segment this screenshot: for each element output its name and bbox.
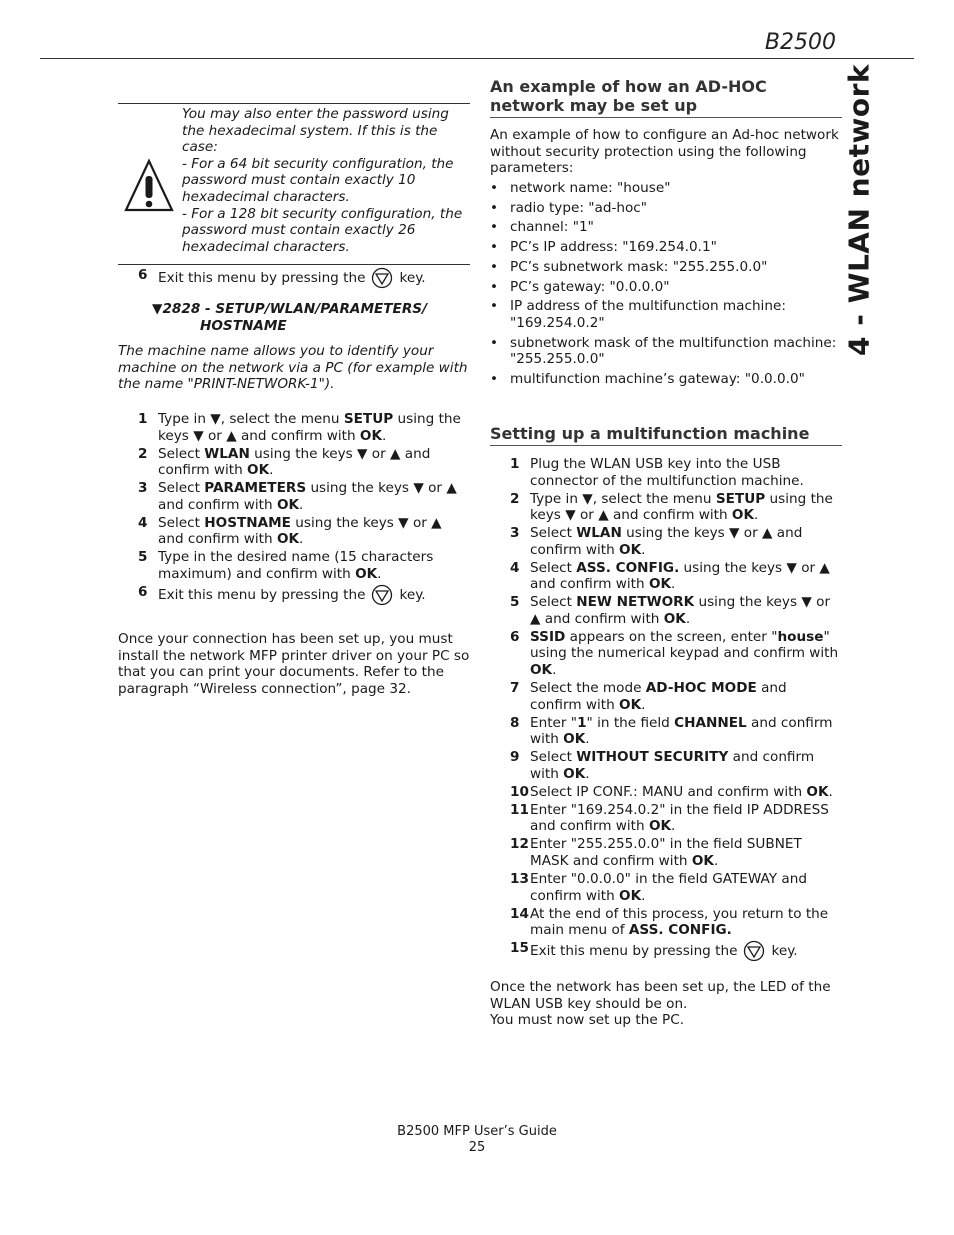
stop-key-icon xyxy=(371,267,393,289)
step-item xyxy=(510,456,842,489)
exit-step-top xyxy=(118,267,470,290)
step-text: Select WLAN using the keys ▼ or ▲ and confirm with OK. xyxy=(530,525,803,558)
parameter-bullet: • subnetwork mask of the multifunction machine: "255.255.0.0" xyxy=(490,335,842,368)
section-heading: Setting up a multifunction machine xyxy=(490,424,842,446)
model-name: B2500 xyxy=(764,30,836,55)
parameter-bullet: • PC’s IP address: "169.254.0.1" xyxy=(490,239,842,256)
step-item xyxy=(510,906,842,939)
step-text: Select HOSTNAME using the keys ▼ or ▲ and confirm with OK. xyxy=(158,514,442,548)
step-number: 7 xyxy=(510,680,520,697)
step-text: Exit this menu by pressing the xyxy=(158,586,366,603)
section-setup xyxy=(490,424,842,1029)
step-text: Select the mode AD-HOC MODE and confirm with OK. xyxy=(530,680,787,713)
step-text: key. xyxy=(771,943,798,960)
warning-line: You may also enter the password using the hexadecimal system. If this is the case: xyxy=(182,106,449,156)
step-text: Enter "0.0.0.0" in the field GATEWAY and confirm with OK. xyxy=(530,870,807,904)
step-item xyxy=(138,515,470,548)
step-text: At the end of this process, you return to the main menu of ASS. CONFIG. xyxy=(530,905,829,939)
parameter-bullet: • radio type: "ad-hoc" xyxy=(490,200,842,217)
step-text: Select WITHOUT SECURITY and confirm with OK. xyxy=(530,749,815,782)
step-number: 1 xyxy=(138,411,148,427)
step-number: 10 xyxy=(510,783,529,800)
closing-line: You must now set up the PC. xyxy=(490,1012,685,1029)
warning-triangle-icon xyxy=(124,158,174,214)
chapter-side-title xyxy=(836,63,884,357)
step-item xyxy=(510,749,842,782)
step-number: 14 xyxy=(510,905,529,922)
parameter-bullet: • network name: "house" xyxy=(490,180,842,197)
step-text: Select NEW NETWORK using the keys ▼ or ▲ and confirm with OK. xyxy=(530,594,831,627)
parameter-bullet: • multifunction machine’s gateway: "0.0.0.0" xyxy=(490,371,842,388)
menu-path xyxy=(152,301,470,334)
step-text: Exit this menu by pressing the xyxy=(158,270,366,286)
step-number: 2 xyxy=(510,490,520,507)
parameter-bullet: • PC’s gateway: "0.0.0.0" xyxy=(490,279,842,296)
step-item xyxy=(510,680,842,713)
step-item xyxy=(138,411,470,444)
step-number: 1 xyxy=(510,456,520,472)
step-number: 4 xyxy=(510,559,520,576)
step-text: Type in ▼, select the menu SETUP using the keys ▼ or ▲ and confirm with OK. xyxy=(158,411,461,444)
step-number: 4 xyxy=(138,514,148,531)
step-text: Select ASS. CONFIG. using the keys ▼ or ▲ and confirm with OK. xyxy=(530,559,830,593)
step-item xyxy=(138,446,470,479)
step-text: Select PARAMETERS using the keys ▼ or ▲ and confirm with OK. xyxy=(158,480,457,513)
stop-key-icon xyxy=(743,940,765,962)
section-intro: An example of how to configure an Ad-hoc network without security protection using the following parameters: xyxy=(490,127,839,177)
footer-guide-title: B2500 MFP User’s Guide xyxy=(397,1124,557,1139)
section-adhoc xyxy=(490,77,842,391)
header-rule xyxy=(40,58,914,59)
step-item xyxy=(510,784,842,801)
chapter-side-title-text: 4 - WLAN network xyxy=(842,63,876,357)
step-item xyxy=(510,802,842,835)
step-number: 5 xyxy=(510,594,520,611)
step-number: 8 xyxy=(510,714,520,731)
step-item xyxy=(138,549,470,582)
step-number: 3 xyxy=(138,480,148,497)
warning-box xyxy=(118,103,470,265)
step-text: key. xyxy=(399,586,426,603)
stop-key-icon xyxy=(371,584,393,606)
step-number: 15 xyxy=(510,940,529,957)
closing-paragraph: Once your connection has been set up, you must install the network MFP printer driver on your PC so that you can print your documents. Refer to the paragraph “Wireless connection”, page 32. xyxy=(118,631,470,697)
step-number: 2 xyxy=(138,445,148,462)
step-text: Type in ▼, select the menu SETUP using the keys ▼ or ▲ and confirm with OK. xyxy=(530,490,833,524)
page-number: 25 xyxy=(468,1140,486,1155)
page-footer xyxy=(0,1124,954,1156)
step-text: Exit this menu by pressing the xyxy=(530,943,738,960)
step-text: Select IP CONF.: MANU and confirm with OK. xyxy=(530,783,833,800)
parameter-bullet: • IP address of the multifunction machine: "169.254.0.2" xyxy=(490,298,842,331)
step-item xyxy=(510,525,842,558)
hostname-steps xyxy=(138,411,470,607)
step-item xyxy=(510,715,842,748)
step-item xyxy=(510,629,842,679)
closing-line: Once the network has been set up, the LED of the WLAN USB key should be on. xyxy=(490,979,831,1012)
step-item xyxy=(510,871,842,904)
step-text: Enter "255.255.0.0" in the field SUBNET MASK and confirm with OK. xyxy=(530,836,802,869)
step-text: Enter "1" in the field CHANNEL and confirm with OK. xyxy=(530,714,833,748)
step-text: Type in the desired name (15 characters maximum) and confirm with OK. xyxy=(158,549,434,582)
step-item xyxy=(510,491,842,524)
warning-line: - For a 128 bit security configuration, the password must contain exactly 26 hexadecimal characters. xyxy=(182,205,463,255)
step-number: 6 xyxy=(138,583,148,600)
step-number: 9 xyxy=(510,749,520,766)
hostname-intro: The machine name allows you to identify your machine on the network via a PC (for example with the name "PRINT-NETWORK-1"). xyxy=(118,343,468,393)
parameter-bullet: • PC’s subnetwork mask: "255.255.0.0" xyxy=(490,259,842,276)
step-text: key. xyxy=(399,270,426,286)
warning-line: - For a 64 bit security configuration, the password must contain exactly 10 hexadecimal characters. xyxy=(182,155,454,205)
menu-path-line: ▼2828 - SETUP/WLAN/PARAMETERS/ xyxy=(152,301,428,317)
warning-text xyxy=(182,106,470,255)
step-number: 6 xyxy=(510,628,520,645)
step-item xyxy=(138,480,470,513)
step-number: 12 xyxy=(510,836,529,853)
step-text: SSID appears on the screen, enter "house" using the numerical keypad and confirm with OK. xyxy=(530,628,839,679)
step-text: Plug the WLAN USB key into the USB connector of the multifunction machine. xyxy=(530,456,804,489)
step-number: 13 xyxy=(510,870,529,887)
step-item xyxy=(510,836,842,869)
step-text: Enter "169.254.0.2" in the field IP ADDRESS and confirm with OK. xyxy=(530,801,829,835)
menu-path-line: HOSTNAME xyxy=(200,317,287,334)
step-item xyxy=(510,594,842,627)
step-text: Select WLAN using the keys ▼ or ▲ and confirm with OK. xyxy=(158,445,431,479)
step-number: 6 xyxy=(138,267,148,283)
step-number: 5 xyxy=(138,549,148,566)
step-item xyxy=(510,560,842,593)
parameter-bullet: • channel: "1" xyxy=(490,219,842,236)
step-number: 3 xyxy=(510,525,520,542)
section-heading: An example of how an AD-HOC network may be set up xyxy=(490,77,842,118)
step-number: 11 xyxy=(510,801,529,818)
